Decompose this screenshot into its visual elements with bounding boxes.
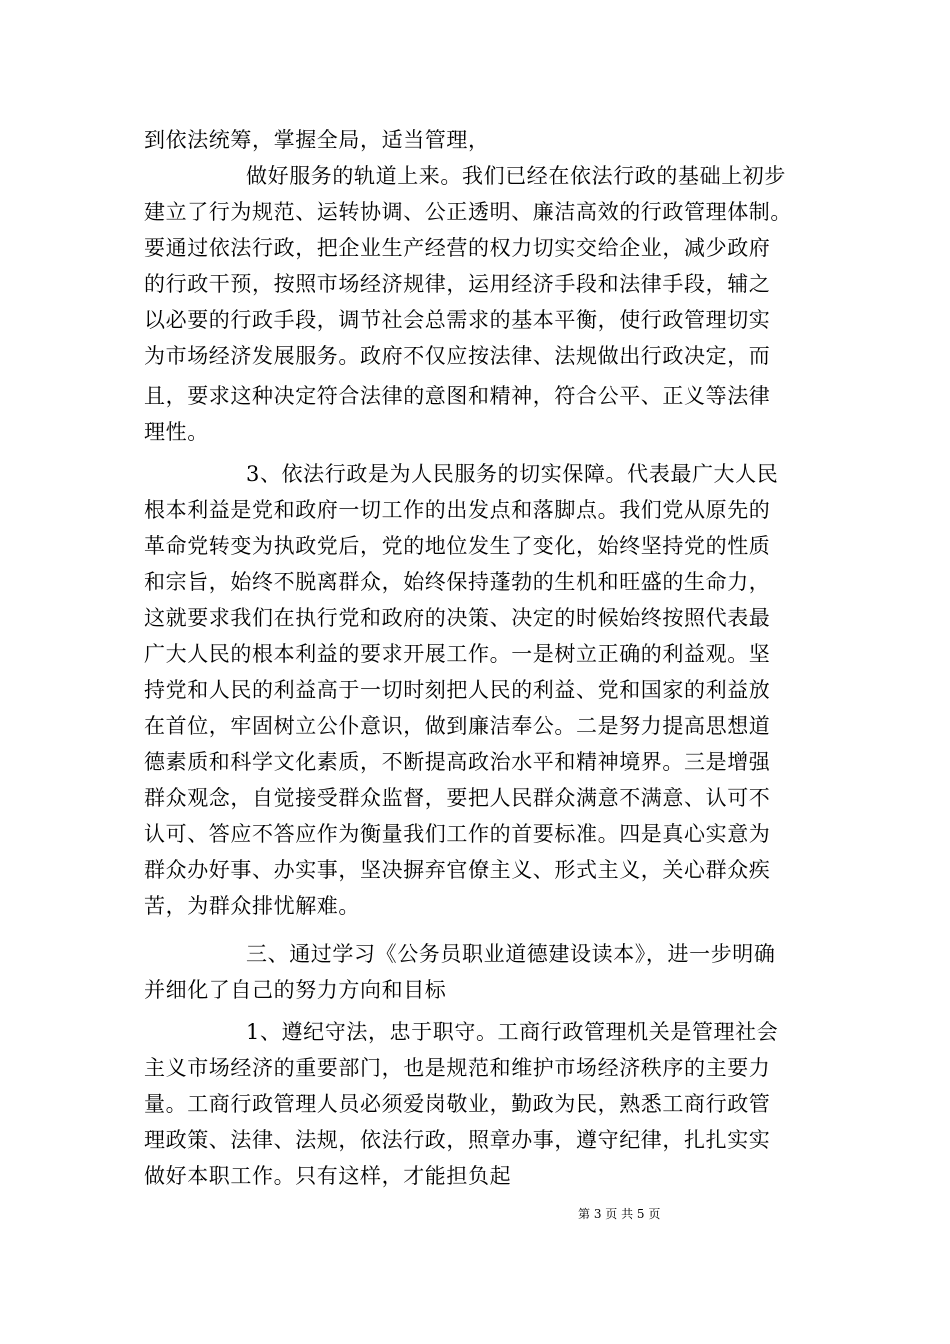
- text-line: 群众观念，自觉接受群众监督，要把人民群众满意不满意、认可不: [144, 786, 771, 810]
- page-number: 第 3 页 共 5 页: [578, 1207, 661, 1221]
- text-line: 以必要的行政手段，调节社会总需求的基本平衡，使行政管理切实: [144, 308, 771, 332]
- text-line: 要通过依法行政，把企业生产经营的权力切实交给企业，减少政府: [144, 236, 771, 260]
- text-line: 这就要求我们在执行党和政府的决策、决定的时候始终按照代表最: [144, 606, 771, 630]
- text-line: 群众办好事、办实事，坚决摒弃官僚主义、形式主义，关心群众疾: [144, 858, 771, 882]
- text-line: 的行政干预，按照市场经济规律，运用经济手段和法律手段，辅之: [144, 272, 771, 296]
- text-line: 在首位，牢固树立公仆意识，做到廉洁奉公。二是努力提高思想道: [144, 714, 771, 738]
- text-line: 到依法统筹，掌握全局，适当管理，: [144, 128, 490, 152]
- text-line: 理性。: [144, 420, 209, 444]
- text-line: 主义市场经济的重要部门，也是规范和维护市场经济秩序的主要力: [144, 1056, 771, 1080]
- text-line: 且，要求这种决定符合法律的意图和精神，符合公平、正义等法律: [144, 384, 771, 408]
- text-line: 和宗旨，始终不脱离群众，始终保持蓬勃的生机和旺盛的生命力，: [144, 570, 771, 594]
- text-line: 量。工商行政管理人员必须爱岗敬业，勤政为民，熟悉工商行政管: [144, 1092, 771, 1116]
- section-heading: 三、通过学习《公务员职业道德建设读本》，进一步明确: [246, 942, 776, 966]
- text-line: 做好服务的轨道上来。我们已经在依法行政的基础上初步: [246, 164, 786, 188]
- text-line: 根本利益是党和政府一切工作的出发点和落脚点。我们党从原先的: [144, 498, 771, 522]
- text-line: 1、遵纪守法，忠于职守。工商行政管理机关是管理社会: [246, 1020, 779, 1044]
- text-line: 建立了行为规范、运转协调、公正透明、廉洁高效的行政管理体制。: [144, 200, 792, 224]
- text-line: 认可、答应不答应作为衡量我们工作的首要标准。四是真心实意为: [144, 822, 771, 846]
- text-line: 理政策、法律、法规，依法行政，照章办事，遵守纪律，扎扎实实: [144, 1128, 771, 1152]
- text-line: 苦，为群众排忧解难。: [144, 894, 360, 918]
- text-line: 广大人民的根本利益的要求开展工作。一是树立正确的利益观。坚: [144, 642, 771, 666]
- text-line: 革命党转变为执政党后，党的地位发生了变化，始终坚持党的性质: [144, 534, 771, 558]
- text-line: 德素质和科学文化素质，不断提高政治水平和精神境界。三是增强: [144, 750, 771, 774]
- text-line: 持党和人民的利益高于一切时刻把人民的利益、党和国家的利益放: [144, 678, 771, 702]
- section-heading: 并细化了自己的努力方向和目标: [144, 978, 447, 1002]
- text-line: 做好本职工作。只有这样，才能担负起: [144, 1164, 512, 1188]
- text-line: 为市场经济发展服务。政府不仅应按法律、法规做出行政决定，而: [144, 344, 771, 368]
- text-line: 3、依法行政是为人民服务的切实保障。代表最广大人民: [246, 462, 779, 486]
